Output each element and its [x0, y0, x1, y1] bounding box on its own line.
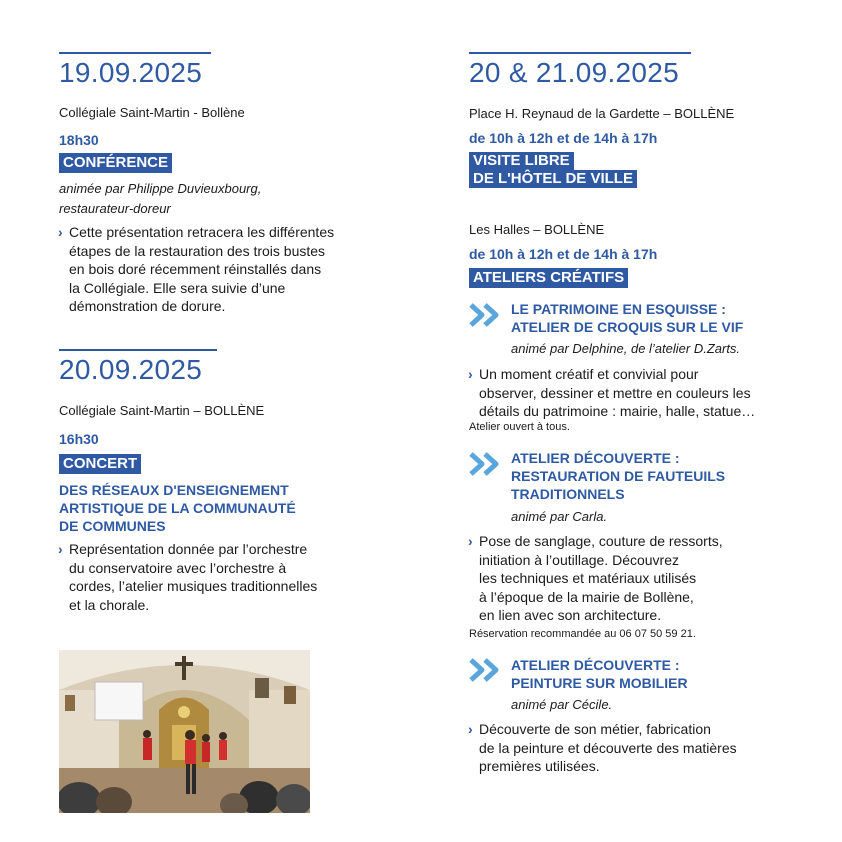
event-date: 20.09.2025 [59, 354, 203, 385]
desc-line: à l’époque de la mairie de Bollène, [479, 588, 694, 605]
title-line: RESTAURATION DE FAUTEUILS [511, 468, 726, 484]
title-line: LE PATRIMOINE EN ESQUISSE : [511, 301, 726, 317]
desc-line: étapes de la restauration des trois bustes [69, 242, 326, 259]
concert-title [59, 481, 296, 535]
desc-line: de la peinture et découverte des matières [479, 739, 737, 756]
workshop-title [511, 656, 688, 692]
date-rule [59, 349, 217, 351]
workshop-description [468, 365, 756, 421]
workshop-description [468, 532, 723, 625]
title-line: ATELIER DÉCOUVERTE : [511, 657, 680, 673]
event-date: 19.09.2025 [59, 57, 203, 88]
title-line: PEINTURE SUR MOBILIER [511, 675, 688, 691]
desc-line: Découverte de son métier, fabrication [479, 721, 711, 737]
workshop-title [511, 449, 725, 503]
desc-line: Pose de sanglage, couture de ressorts, [479, 533, 723, 549]
desc-line: les techniques et matériaux utilisés [479, 570, 697, 586]
speaker-role: restaurateur-doreur [59, 201, 171, 216]
title-line: ARTISTIQUE DE LA COMMUNAUTÉ [59, 500, 296, 516]
title-line: ATELIER DE CROQUIS SUR LE VIF [511, 319, 744, 335]
desc-line: observer, dessiner et mettre en couleurs les [479, 384, 751, 401]
desc-line: en lien avec son architecture. [479, 607, 662, 623]
double-arrow-icon [469, 302, 503, 328]
speaker-byline: animée par Philippe Duvieuxbourg, [59, 181, 262, 196]
title-line: DE COMMUNES [59, 518, 166, 534]
desc-line: du conservatoire avec l’orchestre à [69, 559, 287, 576]
chevron-right-icon: › [58, 224, 63, 240]
desc-line: Un moment créatif et convivial pour [479, 366, 699, 382]
title-line: TRADITIONNELS [511, 486, 625, 502]
event-time: 18h30 [59, 132, 99, 148]
category-badge: CONCERT [59, 454, 141, 474]
workshop-byline: animé par Cécile. [511, 697, 613, 712]
event-hours: de 10h à 12h et de 14h à 17h [469, 246, 658, 262]
desc-line: détails du patrimoine : mairie, halle, statue… [479, 403, 756, 419]
title-line: ATELIER DÉCOUVERTE : [511, 450, 680, 466]
double-arrow-icon [469, 451, 503, 477]
workshop-byline: animé par Delphine, de l’atelier D.Zarts. [511, 341, 741, 356]
desc-line: initiation à l’outillage. Découvrez [479, 551, 679, 568]
concert-photo [59, 650, 310, 813]
category-badge [469, 152, 637, 188]
workshop-description [468, 720, 737, 776]
desc-line: Représentation donnée par l’orchestre [69, 541, 308, 557]
event-description [58, 540, 318, 614]
title-line: DES RÉSEAUX D'ENSEIGNEMENT [59, 482, 289, 498]
event-venue: Collégiale Saint-Martin - Bollène [59, 105, 245, 120]
badge-line: DE L'HÔTEL DE VILLE [469, 170, 637, 188]
desc-line: démonstration de dorure. [69, 298, 226, 314]
workshop-byline: animé par Carla. [511, 509, 608, 524]
desc-line: cordes, l’atelier musiques traditionnelles [69, 578, 318, 594]
event-venue: Place H. Reynaud de la Gardette – BOLLÈNE [469, 106, 735, 121]
desc-line: la Collégiale. Elle sera suivie d’une [69, 279, 286, 296]
desc-line: en bois doré récemment réinstallés dans [69, 261, 322, 277]
desc-line: premières utilisées. [479, 758, 600, 774]
event-time: 16h30 [59, 431, 99, 447]
desc-line: et la chorale. [69, 596, 150, 613]
badge-line: VISITE LIBRE [469, 152, 574, 170]
chevron-right-icon: › [468, 533, 473, 549]
double-arrow-icon [469, 657, 503, 683]
event-venue: Les Halles – BOLLÈNE [469, 222, 605, 237]
category-badge: CONFÉRENCE [59, 153, 172, 173]
workshop-title [511, 300, 743, 336]
date-rule [469, 52, 691, 54]
event-date: 20 & 21.09.2025 [469, 57, 680, 88]
chevron-right-icon: › [468, 366, 473, 382]
desc-line: Cette présentation retracera les différentes [69, 224, 335, 240]
workshop-note: Réservation recommandée au 06 07 50 59 21. [469, 628, 696, 640]
concert-photo-illustration [59, 650, 310, 813]
category-badge: ATELIERS CRÉATIFS [469, 268, 628, 288]
event-hours: de 10h à 12h et de 14h à 17h [469, 130, 658, 146]
event-venue: Collégiale Saint-Martin – BOLLÈNE [59, 403, 265, 418]
event-description [58, 223, 335, 316]
date-rule [59, 52, 211, 54]
chevron-right-icon: › [468, 721, 473, 737]
chevron-right-icon: › [58, 541, 63, 557]
workshop-note: Atelier ouvert à tous. [469, 421, 570, 433]
